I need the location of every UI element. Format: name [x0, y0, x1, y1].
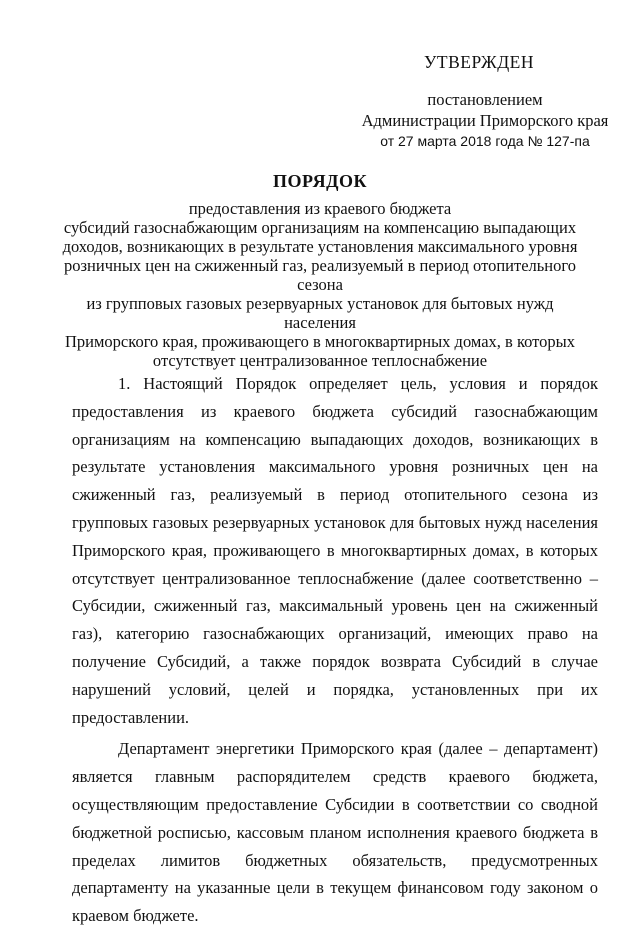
approval-authority: Администрации Приморского края [361, 111, 609, 130]
subtitle-line: из групповых газовых резервуарных установок для бытовых нужд населения [86, 294, 554, 332]
approval-block [340, 52, 630, 152]
paragraph-2: Департамент энергетики Приморского края (далее – департамент) является главным распорядителем средств краевого бюджета, осуществляющим предоставление Субсидии в соответствии со сводной бюджетной росписью, кассовым планом исполнения краевого бюджета в пределах лимитов бюджетных обязательств, предусмотренных департаменту на указанные цели в текущем финансовом году законом о краевом бюджете. [72, 739, 598, 926]
subtitle-line: предоставления из краевого бюджета [188, 199, 452, 218]
approval-date-number: от 27 марта 2018 года № 127-па [380, 133, 590, 149]
subtitle-line: доходов, возникающих в результате установления максимального уровня [62, 237, 578, 256]
document-subtitle [60, 199, 580, 370]
subtitle-line: отсутствует централизованное теплоснабжение [152, 351, 488, 370]
approved-label: УТВЕРЖДЕН [424, 52, 535, 72]
subtitle-line: Приморского края, проживающего в многоквартирных домах, в которых [65, 332, 575, 351]
document-title: ПОРЯДОК [272, 171, 368, 191]
document-body [72, 370, 598, 930]
subtitle-line: розничных цен на сжиженный газ, реализуемый в период отопительного сезона [64, 256, 576, 294]
approval-resolution: постановлением [427, 90, 543, 109]
subtitle-line: субсидий газоснабжающим организациям на компенсацию выпадающих [63, 218, 577, 237]
paragraph-1: 1. Настоящий Порядок определяет цель, условия и порядок предоставления из краевого бюджета субсидий газоснабжающим организациям на компенсацию выпадающих доходов, возникающих в результате установления максимального уровня розничных цен на сжиженный газ, реализуемый в период отопительного сезона из групповых газовых резервуарных установок для бытовых нужд населения Приморского края, проживающего в многоквартирных домах, в которых отсутствует централизованное теплоснабжение (далее соответственно – Субсидии, сжиженный газ, максимальный уровень цен на сжиженный газ), категорию газоснабжающих организаций, имеющих право на получение Субсидий, а также порядок возврата Субсидий в случае нарушений условий, целей и порядка, установленных при их предоставлении. [72, 374, 598, 727]
